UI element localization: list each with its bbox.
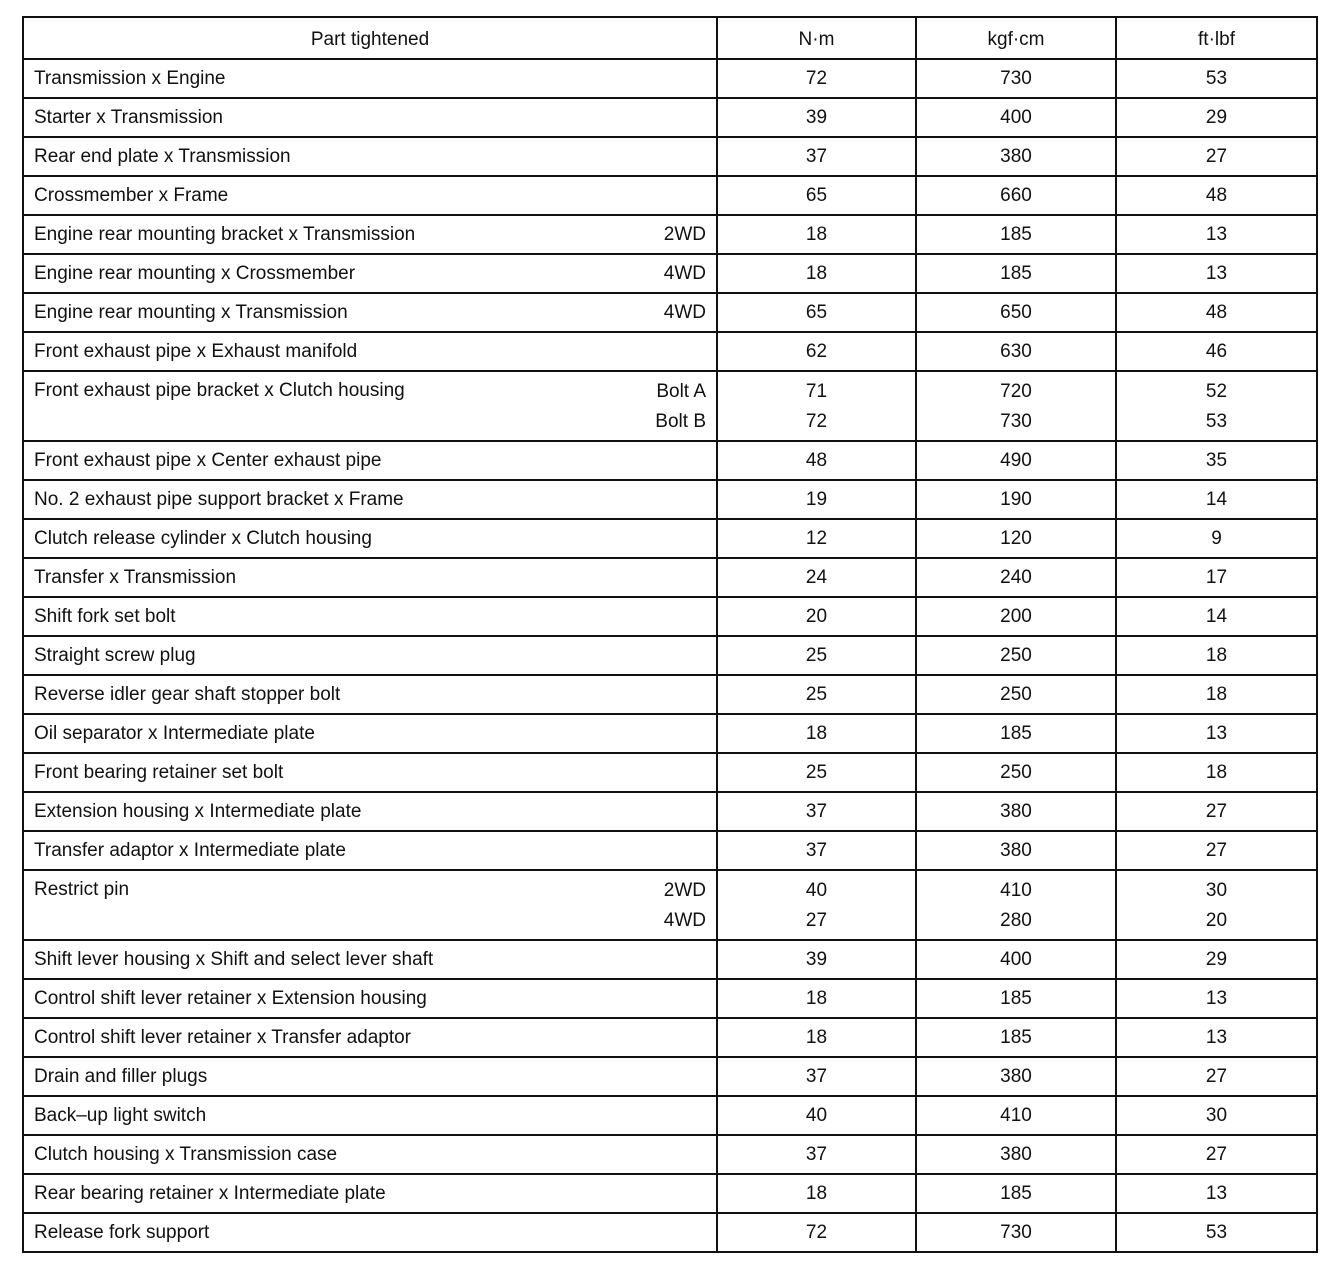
nm-value-cell	[718, 793, 917, 830]
ft-lbf-value-cell	[1117, 676, 1316, 713]
ft-lbf-value: 13	[1205, 263, 1228, 284]
table-row	[24, 97, 1316, 136]
part-name: Front exhaust pipe x Exhaust manifold	[34, 341, 358, 362]
part-cell	[24, 255, 718, 292]
table-row	[24, 557, 1316, 596]
kgf-cm-value-cell	[917, 941, 1117, 978]
nm-value: 27	[805, 910, 828, 931]
part-cell	[24, 715, 718, 752]
part-name: Transfer x Transmission	[34, 567, 237, 588]
kgf-cm-value-cell	[917, 372, 1117, 440]
table-row	[24, 253, 1316, 292]
nm-value-cell	[718, 60, 917, 97]
part-cell	[24, 1019, 718, 1056]
ft-lbf-value-cell	[1117, 1175, 1316, 1212]
part-name: Straight screw plug	[34, 645, 196, 666]
ft-lbf-value-cell	[1117, 1058, 1316, 1095]
kgf-cm-value: 660	[1000, 185, 1032, 206]
ft-lbf-value: 53	[1205, 411, 1228, 432]
nm-value-cell	[718, 216, 917, 253]
kgf-cm-value: 250	[1000, 684, 1032, 705]
kgf-cm-value-cell	[917, 99, 1117, 136]
kgf-cm-value: 200	[1000, 606, 1032, 627]
ft-lbf-value: 52	[1205, 381, 1228, 402]
nm-value: 37	[805, 1144, 828, 1165]
nm-value: 20	[805, 606, 828, 627]
part-cell	[24, 60, 718, 97]
kgf-cm-value-cell	[917, 442, 1117, 479]
nm-value: 37	[805, 840, 828, 861]
table-row	[24, 370, 1316, 440]
kgf-cm-value-cell	[917, 832, 1117, 869]
part-name: Crossmember x Frame	[34, 185, 229, 206]
kgf-cm-value: 190	[1000, 489, 1032, 510]
ft-lbf-value-cell	[1117, 754, 1316, 791]
ft-lbf-value: 53	[1205, 68, 1228, 89]
ft-lbf-value-cell	[1117, 1136, 1316, 1173]
part-cell	[24, 941, 718, 978]
kgf-cm-value: 380	[1000, 840, 1032, 861]
ft-lbf-value-cell	[1117, 1214, 1316, 1251]
table-row	[24, 1134, 1316, 1173]
ft-lbf-value: 13	[1205, 988, 1228, 1009]
ft-lbf-value: 13	[1205, 1027, 1228, 1048]
nm-value: 37	[805, 801, 828, 822]
table-row	[24, 1017, 1316, 1056]
part-name: Reverse idler gear shaft stopper bolt	[34, 684, 341, 705]
part-name: Rear end plate x Transmission	[34, 146, 291, 167]
nm-value: 18	[805, 723, 828, 744]
part-name: Control shift lever retainer x Transfer adaptor	[34, 1027, 412, 1048]
table-row	[24, 674, 1316, 713]
nm-value: 19	[805, 489, 828, 510]
part-cell	[24, 1058, 718, 1095]
part-name: Back–up light switch	[34, 1105, 207, 1126]
kgf-cm-value-cell	[917, 216, 1117, 253]
part-cell	[24, 1136, 718, 1173]
nm-value: 24	[805, 567, 828, 588]
table-row	[24, 440, 1316, 479]
nm-value-cell	[718, 372, 917, 440]
part-name: Front bearing retainer set bolt	[34, 762, 284, 783]
part-name: Engine rear mounting x Transmission	[34, 302, 348, 323]
ft-lbf-value-cell	[1117, 559, 1316, 596]
part-name: Engine rear mounting x Crossmember	[34, 263, 356, 284]
ft-lbf-value-cell	[1117, 294, 1316, 331]
condition-note: Bolt B	[655, 411, 706, 432]
kgf-cm-value-cell	[917, 60, 1117, 97]
part-cell	[24, 832, 718, 869]
ft-lbf-value: 35	[1205, 450, 1228, 471]
kgf-cm-value-cell	[917, 676, 1117, 713]
nm-value-cell	[718, 442, 917, 479]
part-name: Release fork support	[34, 1222, 210, 1243]
nm-value-cell	[718, 177, 917, 214]
part-cell	[24, 793, 718, 830]
kgf-cm-value-cell	[917, 754, 1117, 791]
part-cell	[24, 138, 718, 175]
ft-lbf-value-cell	[1117, 99, 1316, 136]
header-nm: N·m	[718, 18, 917, 58]
nm-value-cell	[718, 1214, 917, 1251]
part-name: Transmission x Engine	[34, 68, 226, 89]
nm-value-cell	[718, 676, 917, 713]
table-row	[24, 869, 1316, 939]
kgf-cm-value-cell	[917, 1136, 1117, 1173]
part-cell	[24, 481, 718, 518]
kgf-cm-value-cell	[917, 793, 1117, 830]
nm-value-cell	[718, 715, 917, 752]
ft-lbf-value-cell	[1117, 637, 1316, 674]
kgf-cm-value-cell	[917, 1097, 1117, 1134]
header-kgf-cm: kgf·cm	[917, 18, 1117, 58]
condition-note: 4WD	[663, 910, 706, 931]
kgf-cm-value: 400	[1000, 949, 1032, 970]
table-row	[24, 175, 1316, 214]
ft-lbf-value-cell	[1117, 177, 1316, 214]
kgf-cm-value-cell	[917, 1058, 1117, 1095]
part-cell	[24, 1214, 718, 1251]
kgf-cm-value: 185	[1000, 263, 1032, 284]
nm-value: 48	[805, 450, 828, 471]
kgf-cm-value-cell	[917, 138, 1117, 175]
kgf-cm-value-cell	[917, 255, 1117, 292]
kgf-cm-value-cell	[917, 177, 1117, 214]
kgf-cm-value: 250	[1000, 762, 1032, 783]
header-ft-lbf: ft·lbf	[1198, 29, 1235, 50]
part-name: Shift lever housing x Shift and select lever shaft	[34, 949, 434, 970]
kgf-cm-value: 410	[1000, 1105, 1032, 1126]
nm-value: 12	[805, 528, 828, 549]
table-header-row	[24, 18, 1316, 58]
nm-value: 18	[805, 1183, 828, 1204]
part-name: No. 2 exhaust pipe support bracket x Frame	[34, 489, 404, 510]
table-row	[24, 978, 1316, 1017]
ft-lbf-value: 48	[1205, 185, 1228, 206]
ft-lbf-value: 18	[1205, 762, 1228, 783]
ft-lbf-value-cell	[1117, 1097, 1316, 1134]
part-cell	[24, 1175, 718, 1212]
kgf-cm-value: 280	[1000, 910, 1032, 931]
ft-lbf-value: 30	[1205, 880, 1228, 901]
part-name: Engine rear mounting bracket x Transmission	[34, 224, 416, 245]
kgf-cm-value-cell	[917, 980, 1117, 1017]
part-cell	[24, 676, 718, 713]
nm-value-cell	[718, 138, 917, 175]
kgf-cm-value-cell	[917, 715, 1117, 752]
ft-lbf-value-cell	[1117, 216, 1316, 253]
torque-specification-table	[22, 16, 1318, 1253]
ft-lbf-value-cell	[1117, 138, 1316, 175]
ft-lbf-value: 29	[1205, 107, 1228, 128]
kgf-cm-value-cell	[917, 1214, 1117, 1251]
table-row	[24, 1095, 1316, 1134]
part-cell	[24, 294, 718, 331]
nm-value: 71	[805, 381, 828, 402]
table-row	[24, 791, 1316, 830]
ft-lbf-value: 27	[1205, 146, 1228, 167]
kgf-cm-value-cell	[917, 598, 1117, 635]
ft-lbf-value: 48	[1205, 302, 1228, 323]
ft-lbf-value-cell	[1117, 598, 1316, 635]
nm-value: 72	[805, 68, 828, 89]
kgf-cm-value: 380	[1000, 1144, 1032, 1165]
ft-lbf-value: 18	[1205, 645, 1228, 666]
ft-lbf-value-cell	[1117, 481, 1316, 518]
condition-note: 4WD	[663, 302, 706, 323]
part-name: Drain and filler plugs	[34, 1066, 208, 1087]
kgf-cm-value: 185	[1000, 1183, 1032, 1204]
table-row	[24, 292, 1316, 331]
ft-lbf-value-cell	[1117, 255, 1316, 292]
part-name: Extension housing x Intermediate plate	[34, 801, 362, 822]
ft-lbf-value-cell	[1117, 871, 1316, 939]
nm-value: 39	[805, 107, 828, 128]
nm-value-cell	[718, 980, 917, 1017]
part-cell	[24, 871, 718, 939]
ft-lbf-value-cell	[1117, 1019, 1316, 1056]
nm-value-cell	[718, 941, 917, 978]
ft-lbf-value: 14	[1205, 606, 1228, 627]
table-row	[24, 752, 1316, 791]
ft-lbf-value: 13	[1205, 1183, 1228, 1204]
kgf-cm-value: 730	[1000, 68, 1032, 89]
ft-lbf-value-cell	[1117, 941, 1316, 978]
part-name: Front exhaust pipe x Center exhaust pipe	[34, 450, 382, 471]
part-name: Transfer adaptor x Intermediate plate	[34, 840, 346, 861]
ft-lbf-value: 30	[1205, 1105, 1228, 1126]
part-name: Shift fork set bolt	[34, 606, 176, 627]
kgf-cm-value-cell	[917, 481, 1117, 518]
kgf-cm-value: 650	[1000, 302, 1032, 323]
kgf-cm-value-cell	[917, 559, 1117, 596]
table-row	[24, 331, 1316, 370]
kgf-cm-value: 185	[1000, 1027, 1032, 1048]
ft-lbf-value-cell	[1117, 442, 1316, 479]
condition-note: Bolt A	[656, 381, 706, 402]
ft-lbf-value: 14	[1205, 489, 1228, 510]
nm-value-cell	[718, 598, 917, 635]
nm-value-cell	[718, 1136, 917, 1173]
nm-value: 39	[805, 949, 828, 970]
kgf-cm-value: 185	[1000, 723, 1032, 744]
nm-value-cell	[718, 871, 917, 939]
ft-lbf-value-cell	[1117, 832, 1316, 869]
ft-lbf-value: 46	[1205, 341, 1228, 362]
part-name: Clutch housing x Transmission case	[34, 1144, 338, 1165]
kgf-cm-value: 250	[1000, 645, 1032, 666]
nm-value: 25	[805, 762, 828, 783]
table-body	[24, 58, 1316, 1251]
nm-value: 72	[805, 1222, 828, 1243]
table-row	[24, 635, 1316, 674]
kgf-cm-value-cell	[917, 1175, 1117, 1212]
part-cell	[24, 559, 718, 596]
nm-value: 18	[805, 1027, 828, 1048]
table-row	[24, 518, 1316, 557]
kgf-cm-value: 410	[1000, 880, 1032, 901]
ft-lbf-value: 17	[1205, 567, 1228, 588]
ft-lbf-value: 20	[1205, 910, 1228, 931]
ft-lbf-value-cell	[1117, 980, 1316, 1017]
ft-lbf-value: 18	[1205, 684, 1228, 705]
table-row	[24, 1212, 1316, 1251]
ft-lbf-value: 13	[1205, 224, 1228, 245]
nm-value: 37	[805, 146, 828, 167]
nm-value-cell	[718, 255, 917, 292]
kgf-cm-value: 490	[1000, 450, 1032, 471]
nm-value: 65	[805, 185, 828, 206]
kgf-cm-value: 380	[1000, 801, 1032, 822]
kgf-cm-value: 720	[1000, 381, 1032, 402]
kgf-cm-value: 120	[1000, 528, 1032, 549]
table-row	[24, 596, 1316, 635]
part-cell	[24, 598, 718, 635]
nm-value-cell	[718, 1097, 917, 1134]
ft-lbf-value: 27	[1205, 801, 1228, 822]
nm-value-cell	[718, 754, 917, 791]
part-name: Restrict pin	[34, 879, 130, 900]
kgf-cm-value: 185	[1000, 988, 1032, 1009]
part-cell	[24, 177, 718, 214]
part-name: Rear bearing retainer x Intermediate plate	[34, 1183, 386, 1204]
table-row	[24, 136, 1316, 175]
kgf-cm-value: 185	[1000, 224, 1032, 245]
part-cell	[24, 1097, 718, 1134]
nm-value-cell	[718, 333, 917, 370]
part-name: Clutch release cylinder x Clutch housing	[34, 528, 372, 549]
nm-value: 72	[805, 411, 828, 432]
nm-value-cell	[718, 559, 917, 596]
table-row	[24, 939, 1316, 978]
table-row	[24, 479, 1316, 518]
condition-note: 2WD	[663, 224, 706, 245]
nm-value: 25	[805, 684, 828, 705]
part-cell	[24, 372, 718, 440]
table-row	[24, 58, 1316, 97]
kgf-cm-value: 730	[1000, 1222, 1032, 1243]
ft-lbf-value-cell	[1117, 372, 1316, 440]
nm-value-cell	[718, 1019, 917, 1056]
nm-value-cell	[718, 520, 917, 557]
condition-note: 2WD	[663, 880, 706, 901]
ft-lbf-value: 9	[1211, 528, 1222, 549]
condition-note: 4WD	[663, 263, 706, 284]
part-cell	[24, 216, 718, 253]
table-row	[24, 713, 1316, 752]
kgf-cm-value: 240	[1000, 567, 1032, 588]
kgf-cm-value-cell	[917, 871, 1117, 939]
ft-lbf-value: 27	[1205, 1144, 1228, 1165]
nm-value: 62	[805, 341, 828, 362]
part-cell	[24, 637, 718, 674]
ft-lbf-value-cell	[1117, 520, 1316, 557]
part-cell	[24, 442, 718, 479]
nm-value: 40	[805, 880, 828, 901]
ft-lbf-value-cell	[1117, 715, 1316, 752]
part-name: Control shift lever retainer x Extension housing	[34, 988, 427, 1009]
part-cell	[24, 333, 718, 370]
nm-value: 25	[805, 645, 828, 666]
nm-value-cell	[718, 294, 917, 331]
part-cell	[24, 754, 718, 791]
table-row	[24, 214, 1316, 253]
ft-lbf-value: 53	[1205, 1222, 1228, 1243]
kgf-cm-value-cell	[917, 294, 1117, 331]
kgf-cm-value: 730	[1000, 411, 1032, 432]
header-part-tightened: Part tightened	[24, 18, 718, 58]
part-cell	[24, 520, 718, 557]
nm-value: 40	[805, 1105, 828, 1126]
nm-value-cell	[718, 637, 917, 674]
nm-value: 37	[805, 1066, 828, 1087]
ft-lbf-value: 13	[1205, 723, 1228, 744]
kgf-cm-value-cell	[917, 637, 1117, 674]
ft-lbf-value-cell	[1117, 60, 1316, 97]
table-row	[24, 1056, 1316, 1095]
nm-value: 18	[805, 263, 828, 284]
kgf-cm-value-cell	[917, 333, 1117, 370]
kgf-cm-value-cell	[917, 520, 1117, 557]
table-row	[24, 830, 1316, 869]
nm-value: 65	[805, 302, 828, 323]
kgf-cm-value: 400	[1000, 107, 1032, 128]
part-cell	[24, 99, 718, 136]
kgf-cm-value: 630	[1000, 341, 1032, 362]
ft-lbf-value: 27	[1205, 1066, 1228, 1087]
part-name: Starter x Transmission	[34, 107, 223, 128]
part-name: Oil separator x Intermediate plate	[34, 723, 315, 744]
ft-lbf-value-cell	[1117, 333, 1316, 370]
ft-lbf-value-cell	[1117, 793, 1316, 830]
ft-lbf-value: 29	[1205, 949, 1228, 970]
nm-value-cell	[718, 481, 917, 518]
kgf-cm-value: 380	[1000, 1066, 1032, 1087]
kgf-cm-value: 380	[1000, 146, 1032, 167]
table-row	[24, 1173, 1316, 1212]
nm-value-cell	[718, 1058, 917, 1095]
nm-value: 18	[805, 988, 828, 1009]
nm-value: 18	[805, 224, 828, 245]
nm-value-cell	[718, 832, 917, 869]
nm-value-cell	[718, 99, 917, 136]
ft-lbf-value: 27	[1205, 840, 1228, 861]
part-cell	[24, 980, 718, 1017]
part-name: Front exhaust pipe bracket x Clutch housing	[34, 380, 405, 401]
nm-value-cell	[718, 1175, 917, 1212]
kgf-cm-value-cell	[917, 1019, 1117, 1056]
